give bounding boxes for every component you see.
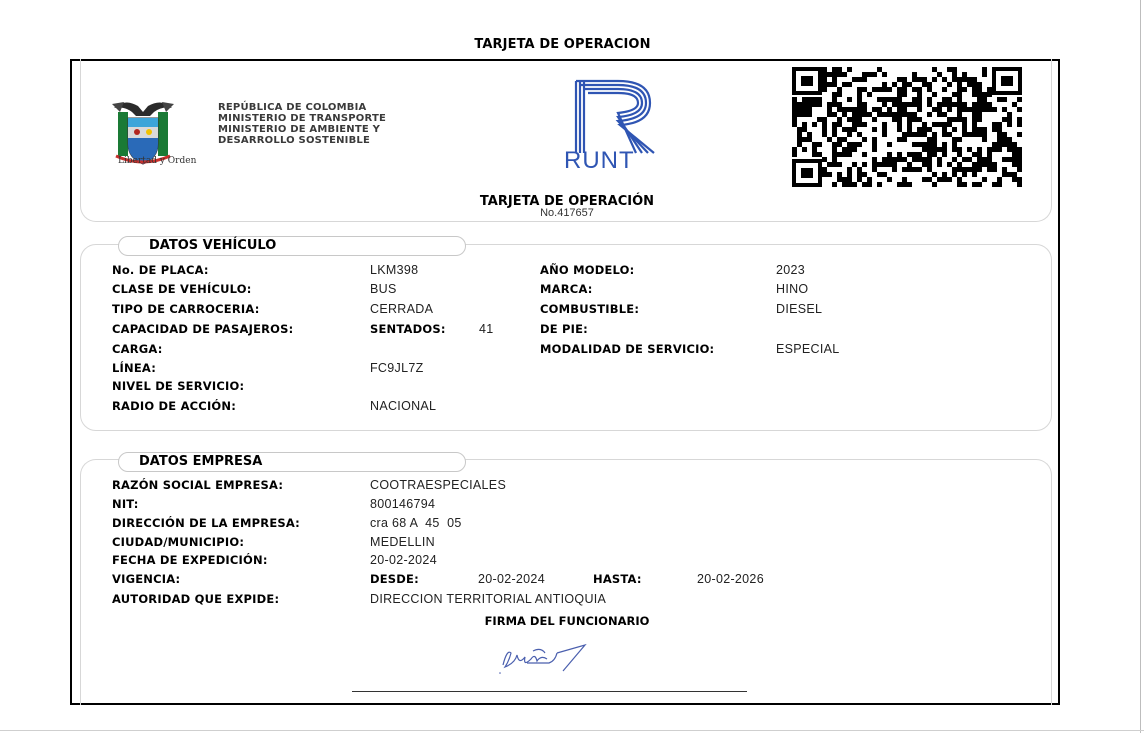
ministry-block <box>218 102 386 146</box>
action-radius-label: RADIO DE ACCIÓN: <box>112 399 237 413</box>
scrollbar-edge <box>1140 0 1141 733</box>
city-label: CIUDAD/MUNICIPIO: <box>112 535 245 549</box>
vehicle-section-title-text: DATOS VEHÍCULO <box>149 238 277 253</box>
signature-line <box>352 691 747 692</box>
class-value: BUS <box>370 282 397 296</box>
ministry-line: REPÚBLICA DE COLOMBIA <box>218 102 367 113</box>
runt-wordmark: RUNT <box>564 147 635 174</box>
line-value: FC9JL7Z <box>370 361 424 375</box>
page-bottom-edge <box>0 730 1144 731</box>
from-value: 20-02-2024 <box>478 572 545 586</box>
brand-label: MARCA: <box>540 282 593 296</box>
fuel-label: COMBUSTIBLE: <box>540 302 640 316</box>
service-mode-label: MODALIDAD DE SERVICIO: <box>540 342 715 356</box>
plate-label: No. DE PLACA: <box>112 263 209 277</box>
model-year-label: AÑO MODELO: <box>540 263 635 277</box>
brand-value: HINO <box>776 282 809 296</box>
card-title: TARJETA DE OPERACIÓN <box>479 194 655 209</box>
from-label: DESDE: <box>370 572 419 586</box>
model-year-value: 2023 <box>776 263 806 277</box>
validity-label: VIGENCIA: <box>112 572 181 586</box>
signature-label: FIRMA DEL FUNCIONARIO <box>484 614 650 628</box>
capacity-label: CAPACIDAD DE PASAJEROS: <box>112 322 294 336</box>
qr-code-icon <box>792 67 1022 187</box>
service-level-label: NIVEL DE SERVICIO: <box>112 379 245 393</box>
company-section-title-text: DATOS EMPRESA <box>139 454 263 469</box>
vehicle-section-title <box>118 236 466 256</box>
company-section-title <box>118 452 466 472</box>
operation-card <box>70 59 1060 705</box>
standing-label: DE PIE: <box>540 322 588 336</box>
seated-label: SENTADOS: <box>370 322 446 336</box>
issue-date-value: 20-02-2024 <box>370 553 437 567</box>
address-value: cra 68 A 45 05 <box>370 516 462 530</box>
city-value: MEDELLIN <box>370 535 435 549</box>
cargo-label: CARGA: <box>112 342 163 356</box>
body-type-label: TIPO DE CARROCERIA: <box>112 302 260 316</box>
runt-logo-icon <box>570 79 660 157</box>
address-label: DIRECCIÓN DE LA EMPRESA: <box>112 516 300 530</box>
body-type-value: CERRADA <box>370 302 434 316</box>
nit-value: 800146794 <box>370 497 436 511</box>
motto-text: Libertad y Orden <box>118 156 197 166</box>
authority-value: DIRECCION TERRITORIAL ANTIOQUIA <box>370 592 607 606</box>
ministry-line: MINISTERIO DE AMBIENTE Y <box>218 124 381 135</box>
service-mode-value: ESPECIAL <box>776 342 840 356</box>
plate-value: LKM398 <box>370 263 419 277</box>
to-label: HASTA: <box>593 572 642 586</box>
fuel-value: DIESEL <box>776 302 823 316</box>
seated-value: 41 <box>479 322 494 336</box>
ministry-line: MINISTERIO DE TRANSPORTE <box>218 113 386 124</box>
ministry-line: DESARROLLO SOSTENIBLE <box>218 135 371 146</box>
nit-label: NIT: <box>112 497 139 511</box>
line-label: LÍNEA: <box>112 361 156 375</box>
official-signature-icon <box>497 639 587 675</box>
card-number: No.417657 <box>540 207 594 219</box>
issue-date-label: FECHA DE EXPEDICIÓN: <box>112 553 268 567</box>
authority-label: AUTORIDAD QUE EXPIDE: <box>112 592 280 606</box>
action-radius-value: NACIONAL <box>370 399 437 413</box>
to-value: 20-02-2026 <box>697 572 764 586</box>
company-name-value: COOTRAESPECIALES <box>370 478 507 492</box>
company-name-label: RAZÓN SOCIAL EMPRESA: <box>112 478 284 492</box>
page-title: TARJETA DE OPERACION <box>474 37 651 52</box>
class-label: CLASE DE VEHÍCULO: <box>112 282 252 296</box>
